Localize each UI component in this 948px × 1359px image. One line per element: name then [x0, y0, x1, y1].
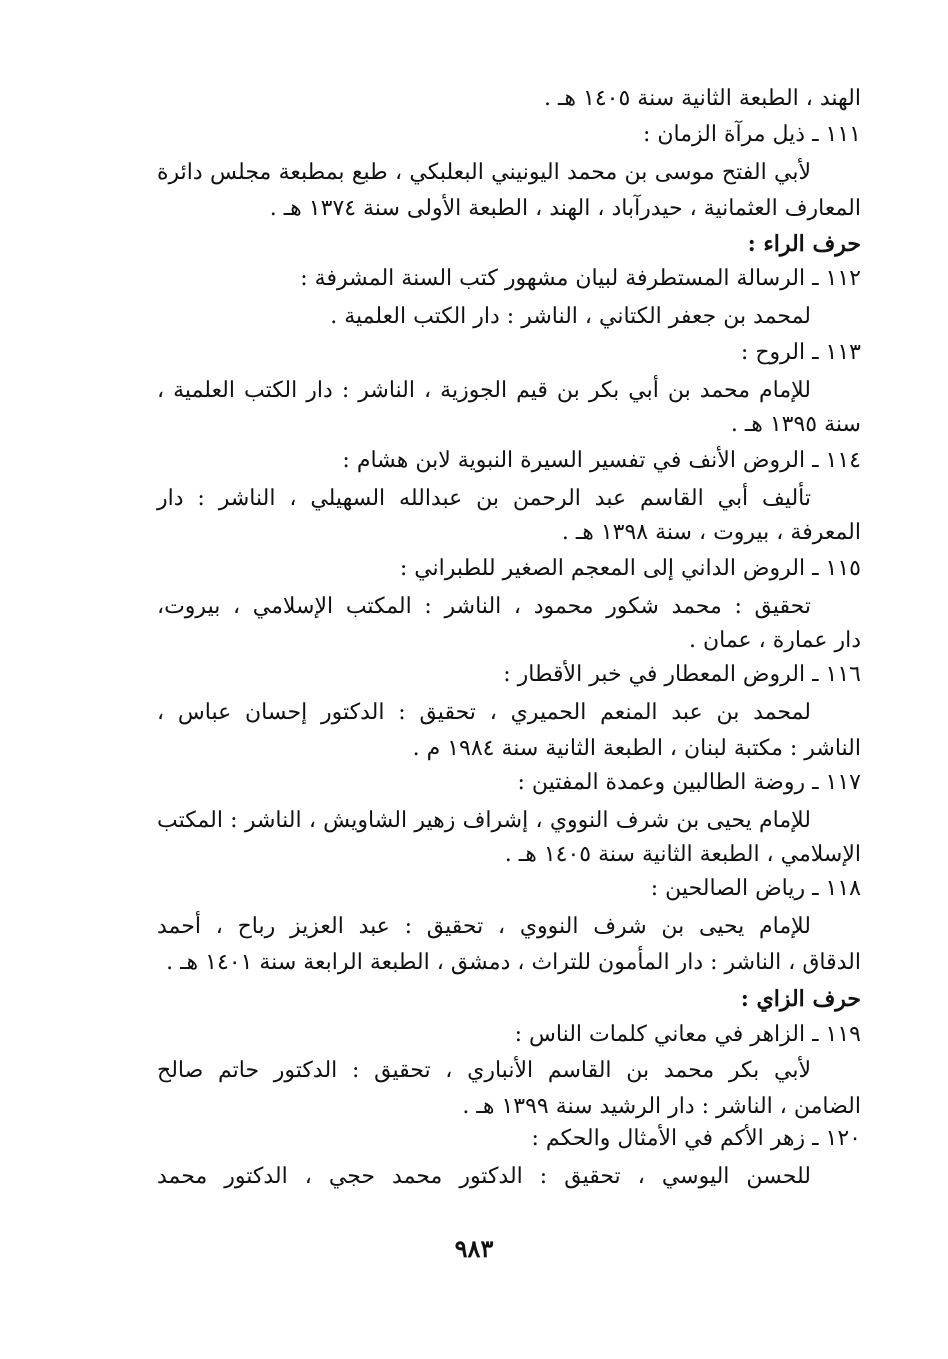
entry-title: ١١٣ ـ الروح :	[740, 340, 861, 365]
entry-description: للإمام محمد بن أبي بكر بن قيم الجوزية ، الناشر : دار الكتب العلمية ،	[157, 378, 811, 403]
entry-title: ١١٦ ـ الروض المعطار في خبر الأقطار :	[503, 662, 861, 687]
entry-description: المعارف العثمانية ، حيدرآباد ، الهند ، الطبعة الأولى سنة ١٣٧٤ هـ .	[269, 196, 861, 221]
entry-description: لأبي بكر محمد بن القاسم الأنباري ، تحقيق : الدكتور حاتم صالح	[157, 1058, 811, 1083]
entry-description: سنة ١٣٩٥ هـ .	[730, 412, 861, 437]
entry-title: ١١٩ ـ الزاهر في معاني كلمات الناس :	[514, 1022, 861, 1047]
entry-description: الناشر : مكتبة لبنان ، الطبعة الثانية سنة ١٩٨٤ م .	[412, 736, 861, 761]
entry-description: للحسن اليوسي ، تحقيق : الدكتور محمد حجي ، الدكتور محمد	[157, 1164, 811, 1189]
entry-description: لمحمد بن عبد المنعم الحميري ، تحقيق : الدكتور إحسان عباس ،	[157, 700, 811, 725]
section-heading-zay: حرف الزاي :	[740, 986, 861, 1012]
entry-title: ١١٥ ـ الروض الداني إلى المعجم الصغير للطبراني :	[399, 556, 861, 581]
entry-title: ١١١ ـ ذيل مرآة الزمان :	[642, 122, 861, 147]
entry-title: ١١٧ ـ روضة الطالبين وعمدة المفتين :	[517, 770, 861, 795]
entry-description: المعرفة ، بيروت ، سنة ١٣٩٨ هـ .	[561, 520, 861, 545]
entry-title: ١١٢ ـ الرسالة المستطرفة لبيان مشهور كتب السنة المشرفة :	[300, 266, 861, 291]
entry-title: ١١٨ ـ رياض الصالحين :	[650, 876, 861, 901]
entry-title: ١٢٠ ـ زهر الأكم في الأمثال والحكم :	[531, 1126, 861, 1151]
entry-description: تأليف أبي القاسم عبد الرحمن بن عبدالله السهيلي ، الناشر : دار	[157, 486, 811, 511]
entry-description: تحقيق : محمد شكور محمود ، الناشر : المكتب الإسلامي ، بيروت،	[157, 594, 811, 619]
entry-description: للإمام يحيى بن شرف النووي ، تحقيق : عبد العزيز رباح ، أحمد	[157, 914, 811, 939]
section-heading-ra: حرف الراء :	[747, 231, 861, 257]
entry-title: ١١٤ ـ الروض الأنف في تفسير السيرة النبوية لابن هشام :	[342, 448, 861, 473]
entry-description: لمحمد بن جعفر الكتاني ، الناشر : دار الكتب العلمية .	[330, 304, 811, 329]
entry-description: الدقاق ، الناشر : دار المأمون للتراث ، دمشق ، الطبعة الرابعة سنة ١٤٠١ هـ .	[166, 950, 861, 975]
page-number: ٩٨٣	[454, 1234, 494, 1263]
entry-description: الضامن ، الناشر : دار الرشيد سنة ١٣٩٩ هـ .	[462, 1094, 861, 1119]
entry-description: لأبي الفتح موسى بن محمد اليونيني البعلبكي ، طبع بمطبعة مجلس دائرة	[157, 160, 811, 185]
entry-description: دار عمارة ، عمان .	[688, 628, 861, 653]
text-line: الهند ، الطبعة الثانية سنة ١٤٠٥ هـ .	[544, 86, 861, 111]
entry-description: للإمام يحيى بن شرف النووي ، إشراف زهير الشاويش ، الناشر : المكتب	[157, 808, 811, 833]
entry-description: الإسلامي ، الطبعة الثانية سنة ١٤٠٥ هـ .	[504, 842, 861, 867]
